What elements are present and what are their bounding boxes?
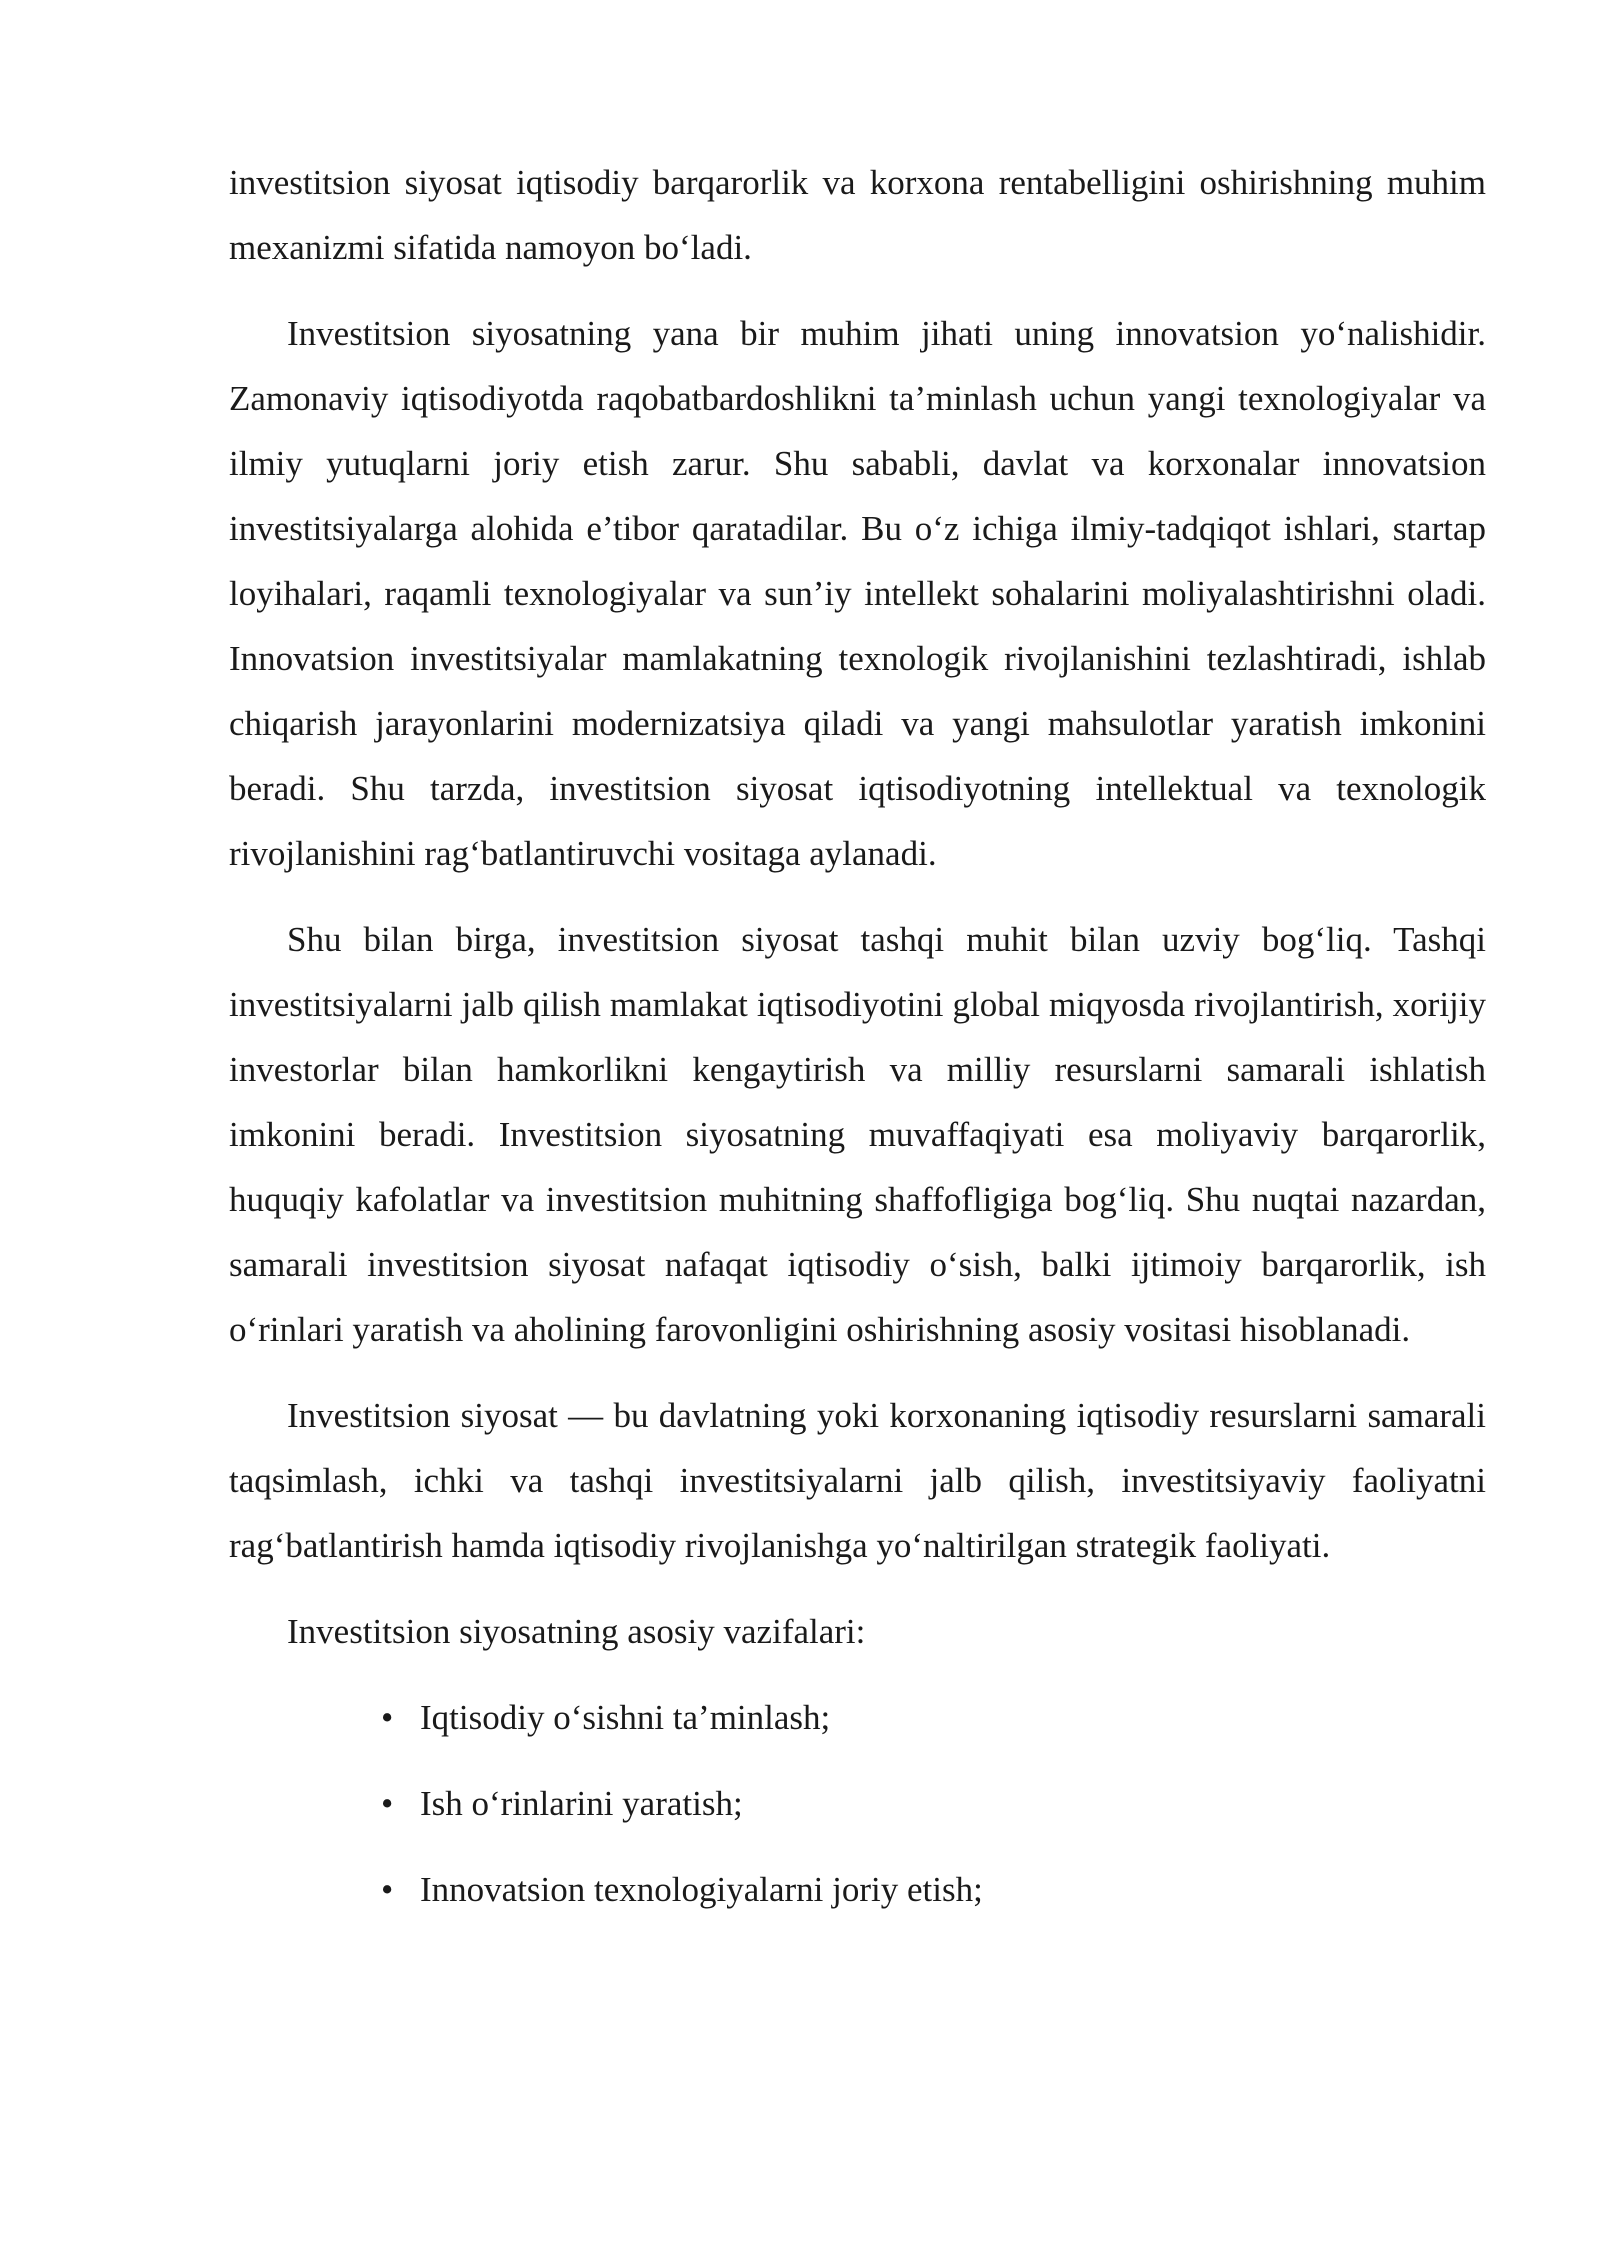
- list-item: [379, 1771, 1486, 1836]
- paragraph-external-environment: Shu bilan birga, investitsion siyosat tashqi muhit bilan uzviy bog‘liq. Tashqi investitsiyalarni jalb qilish mamlakat iqtisodiyotini global miqyosda rivojlantirish, xorijiy investorlar bilan hamkorlikni kengaytirish va milliy resurslarni samarali ishlatish imkonini beradi. Investitsion siyosatning muvaffaqiyati esa moliyaviy barqarorlik, huquqiy kafolatlar va investitsion muhitning shaffofligiga bog‘liq. Shu nuqtai nazardan, samarali investitsion siyosat nafaqat iqtisodiy o‘sish, balki ijtimoiy barqarorlik, ish o‘rinlari yaratish va aholining farovonligini oshirishning asosiy vositasi hisoblanadi.: [229, 920, 1486, 1349]
- paragraph-definition: Investitsion siyosat — bu davlatning yoki korxonaning iqtisodiy resurslarni samarali taqsimlash, ichki va tashqi investitsiyalarni jalb qilish, investitsiyaviy faoliyatni rag‘batlantirish hamda iqtisodiy rivojlanishga yo‘naltirilgan strategik faoliyati.: [229, 1396, 1486, 1565]
- bullet-icon: •: [381, 1784, 394, 1823]
- bullet-icon: •: [381, 1870, 394, 1909]
- paragraph-innovation: Investitsion siyosatning yana bir muhim jihati uning innovatsion yo‘nalishidir. Zamonaviy iqtisodiyotda raqobatbardoshlikni ta’minlash uchun yangi texnologiyalar va ilmiy yutuqlarni joriy etish zarur. Shu sababli, davlat va korxonalar innovatsion investitsiyalarga alohida e’tibor qaratadilar. Bu o‘z ichiga ilmiy-tadqiqot ishlari, startap loyihalari, raqamli texnologiyalar va sun’iy intellekt sohalarini moliyalashtirishni oladi. Innovatsion investitsiyalar mamlakatning texnologik rivojlanishini tezlashtiradi, ishlab chiqarish jarayonlarini modernizatsiya qiladi va yangi mahsulotlar yaratish imkonini beradi. Shu tarzda, investitsion siyosat iqtisodiyotning intellektual va texnologik rivojlanishini rag‘batlantiruvchi vositaga aylanadi.: [229, 314, 1486, 873]
- list-item-text: Ish o‘rinlarini yaratish;: [420, 1784, 743, 1823]
- list-item: [379, 1685, 1486, 1750]
- list-item-text: Iqtisodiy o‘sishni ta’minlash;: [420, 1698, 831, 1737]
- bullet-icon: •: [381, 1698, 394, 1737]
- paragraph-tasks-heading: Investitsion siyosatning asosiy vazifalari:: [287, 1612, 866, 1651]
- list-item-text: Innovatsion texnologiyalarni joriy etish;: [420, 1870, 983, 1909]
- paragraph-continuation: investitsion siyosat iqtisodiy barqarorlik va korxona rentabelligini oshirishning muhim mexanizmi sifatida namoyon bo‘ladi.: [229, 163, 1486, 267]
- list-item: [379, 1857, 1486, 1922]
- tasks-list: [229, 1685, 1486, 1922]
- document-body: [229, 150, 1486, 1943]
